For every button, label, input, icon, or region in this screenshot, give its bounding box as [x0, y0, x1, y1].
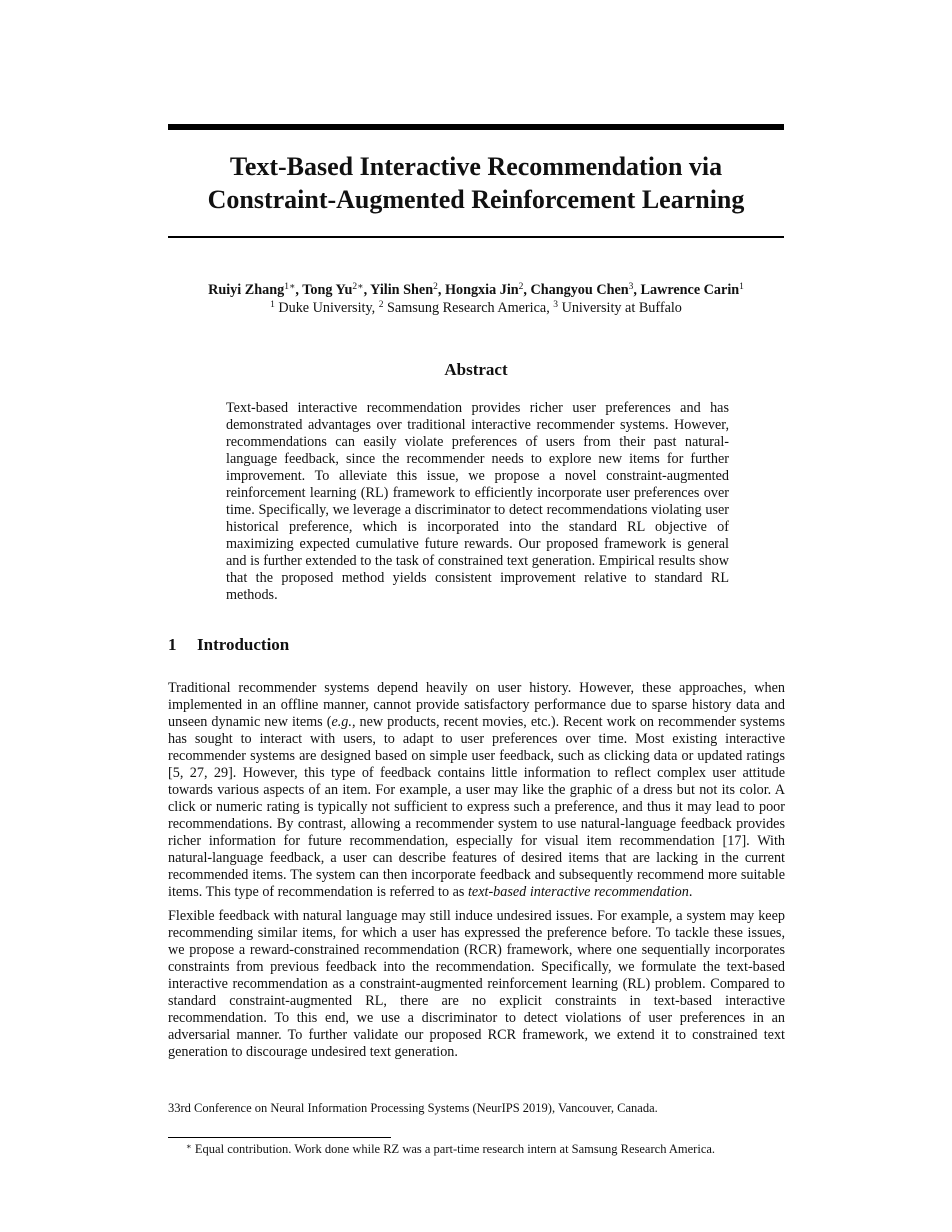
author-separator: , [523, 282, 531, 298]
intro-p1-eg: e.g. [331, 714, 352, 730]
affiliation-name: Duke University [274, 300, 372, 316]
author-name: Yilin Shen [370, 282, 434, 298]
intro-p1-text-a: Traditional recommender systems depend heavily on user history. However, these approaches, when implemented in an offline manner, cannot provide satisfactory performance due to sparse history data and unseen dynamic new items ( [168, 680, 785, 730]
author-affiliation-mark: 1∗ [284, 282, 296, 292]
title-rule-bottom [168, 236, 784, 238]
intro-paragraph-2: Flexible feedback with natural language may still induce undesired issues. For example, a system may keep recommending similar items, for which a user has expressed the preference before. To tackle these issues, we propose a reward-constrained recommendation (RCR) framework, where one sequentially incorporates constraints from previous feedback into the recommendation. Specifically, we formulate the text-based interactive recommendation as a constraint-augmented reinforcement learning (RL) problem. Compared to standard constraint-augmented RL, there are no explicit constraints in text-based interactive recommendation. To this end, we use a discriminator to detect violations of user preferences in an adversarial manner. To further validate our proposed RCR framework, we extend it to constrained text generation to discourage undesired text generation. [168, 908, 785, 1060]
footnote-mark: ∗ [186, 1141, 192, 1151]
affiliation-name: University at Buffalo [558, 300, 682, 316]
affiliation-mark: 3 [553, 300, 559, 310]
intro-p1-end: . [688, 884, 693, 900]
section-title: Introduction [197, 635, 290, 654]
author-list [168, 281, 784, 299]
affiliation-separator: , [546, 300, 554, 316]
author-name: Hongxia Jin [444, 282, 519, 298]
affiliation-list [168, 299, 784, 317]
title-line-2: Constraint-Augmented Reinforcement Learning [207, 185, 745, 214]
author-affiliation-mark: 2 [433, 282, 438, 292]
introduction-body [168, 680, 785, 1068]
paper-title [168, 150, 784, 216]
author-separator: , [437, 282, 445, 298]
affiliation-mark: 1 [270, 300, 275, 310]
intro-p1-text-b: , new products, recent movies, etc.). Recent work on recommender systems has sought to interact with users, to adapt to user preferences over time. Most existing interactive recommender systems are designed based on simple user feedback, such as clicking data or updated ratings [5, 27, 29]. However, this type of feedback contains little information to reflect complex user attitude towards various aspects of an item. For example, a user may like the graphic of a dress but not its color. A click or numeric rating is typically not sufficient to express such a preference, and thus it may lead to poor recommendations. By contrast, allowing a recommender system to use natural-language feedback provides richer information for future recommendation, especially for visual item recommendation [17]. With natural-language feedback, a user can describe features of desired items that are lacking in the current recommended items. The system can then incorporate feedback and subsequently recommend more suitable items. This type of recommendation is referred to as [168, 714, 785, 900]
conference-note: 33rd Conference on Neural Information Processing Systems (NeurIPS 2019), Vancouver, Canada. [168, 1101, 658, 1115]
author-separator: , [633, 282, 641, 298]
author-affiliation-mark: 1 [739, 282, 744, 292]
author-name: Tong Yu [302, 282, 353, 298]
affiliation-mark: 2 [378, 300, 384, 310]
section-heading-introduction [168, 635, 784, 655]
author-affiliation-mark: 2 [518, 282, 524, 292]
author-name: Ruiyi Zhang [208, 282, 285, 298]
author-separator: , [295, 282, 303, 298]
affiliation-separator: , [371, 300, 379, 316]
title-line-1: Text-Based Interactive Recommendation via [229, 152, 723, 181]
author-affiliation-mark: 2∗ [352, 282, 364, 292]
abstract-text: Text-based interactive recommendation provides richer user preferences and has demonstrated advantages over traditional interactive recommender systems. However, recommendations can easily violate preferences of users from their past natural-language feedback, since the recommender needs to explore new items for further improvement. To alleviate this issue, we propose a novel constraint-augmented reinforcement learning (RL) framework to efficiently incorporate user preferences over time. Specifically, we leverage a discriminator to detect recommendations violating user historical preference, which is incorporated into the standard RL objective of maximizing expected cumulative future rewards. Our proposed framework is general and is further extended to the task of constrained text generation. Empirical results show that the proposed method yields consistent improvement relative to standard RL methods. [226, 400, 729, 603]
author-name: Lawrence Carin [640, 282, 740, 298]
section-number: 1 [168, 635, 177, 654]
intro-p1-term: text-based interactive recommendation [467, 884, 689, 900]
author-affiliation-mark: 3 [628, 282, 634, 292]
footnote [186, 1142, 786, 1157]
title-rule-top [168, 124, 784, 130]
footnote-rule [168, 1137, 391, 1138]
intro-paragraph-1 [168, 680, 785, 901]
author-separator: , [363, 282, 371, 298]
abstract-heading: Abstract [444, 360, 508, 379]
author-name: Changyou Chen [530, 282, 629, 298]
footnote-text: Equal contribution. Work done while RZ was a part-time research intern at Samsung Research America. [194, 1142, 716, 1156]
affiliation-name: Samsung Research America [383, 300, 547, 316]
